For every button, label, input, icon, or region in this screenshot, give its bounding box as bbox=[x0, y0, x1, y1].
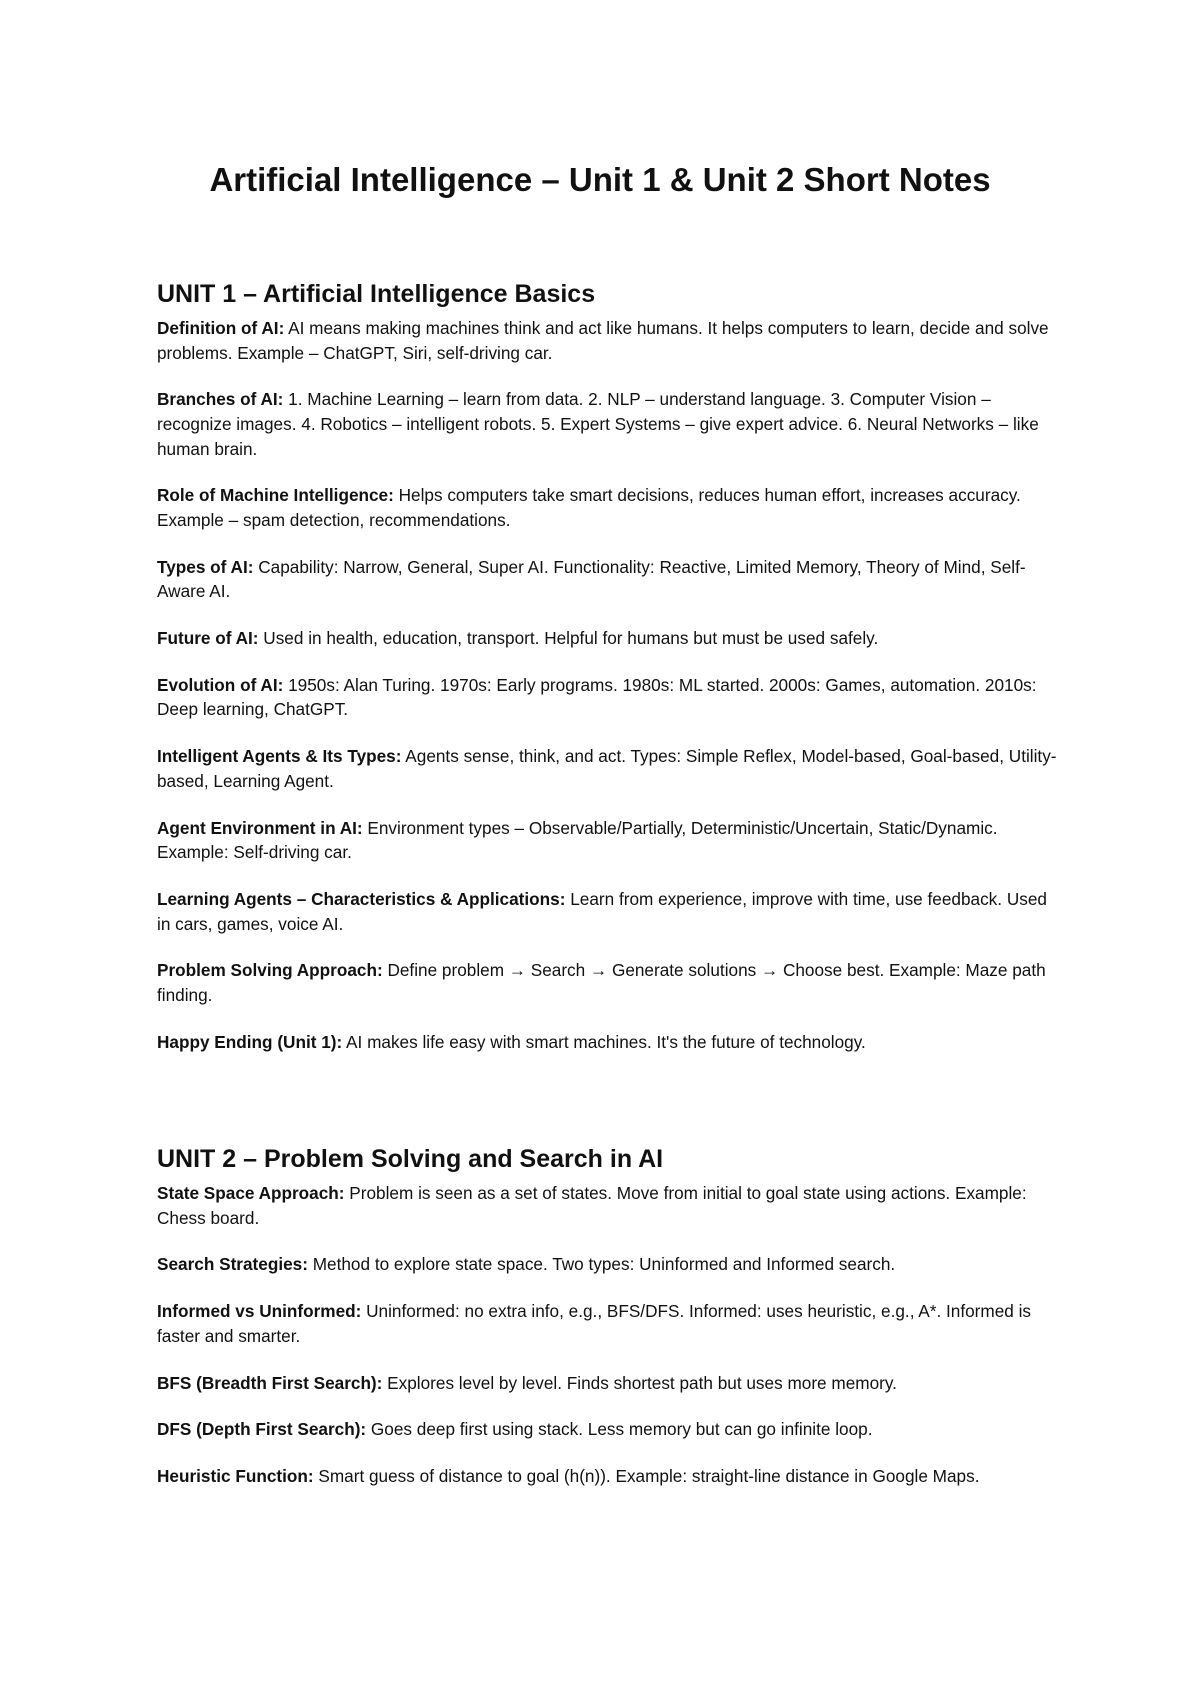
note-agent-environment bbox=[157, 816, 1057, 865]
note-text: 1950s: Alan Turing. 1970s: Early programs. 1980s: ML started. 2000s: Games, automation. 2010s: Deep learning, ChatGPT. bbox=[157, 674, 1037, 720]
note-text: Uninformed: no extra info, e.g., BFS/DFS. Informed: uses heuristic, e.g., A*. Informed is faster and smarter. bbox=[157, 1301, 1032, 1346]
note-text: Used in health, education, transport. Helpful for humans but must be used safely. bbox=[258, 628, 879, 649]
note-text: Agents sense, think, and act. Types: Simple Reflex, Model-based, Goal-based, Utility-based, Learning Agent. bbox=[157, 746, 1057, 791]
document-title: Artificial Intelligence – Unit 1 & Unit 2 Short Notes bbox=[209, 161, 991, 198]
note-text: Helps computers take smart decisions, reduces human effort, increases accuracy. Example – spam detection, recommendations. bbox=[157, 485, 1021, 530]
note-heuristic-function bbox=[157, 1464, 1057, 1489]
note-term: Informed vs Uninformed: bbox=[157, 1301, 362, 1322]
note-term: Heuristic Function: bbox=[157, 1466, 314, 1487]
note-term: Problem Solving Approach: bbox=[157, 960, 383, 981]
note-happy-ending bbox=[157, 1030, 1057, 1055]
note-learning-agents bbox=[157, 887, 1057, 936]
note-text: AI means making machines think and act like humans. It helps computers to learn, decide and solve problems. Example – ChatGPT, Siri, self-driving car. bbox=[157, 318, 1049, 363]
note-text: 1. Machine Learning – learn from data. 2. NLP – understand language. 3. Computer Vision – recognize images. 4. Robotics – intelligent robots. 5. Expert Systems – give expert advice. 6. Neural Networks – like human brain. bbox=[157, 389, 1039, 459]
note-text: Goes deep first using stack. Less memory but can go infinite loop. bbox=[366, 1419, 873, 1440]
note-text: Environment types – Observable/Partially, Deterministic/Uncertain, Static/Dynamic. Example: Self-driving car. bbox=[157, 817, 998, 863]
note-term: Evolution of AI: bbox=[157, 674, 284, 695]
note-text: Capability: Narrow, General, Super AI. Functionality: Reactive, Limited Memory, Theory of Mind, Self-Aware AI. bbox=[157, 556, 1026, 602]
note-problem-solving-approach bbox=[157, 958, 1057, 1007]
note-term: Intelligent Agents & Its Types: bbox=[157, 746, 402, 767]
note-evolution-of-ai bbox=[157, 673, 1057, 722]
note-term: Agent Environment in AI: bbox=[157, 817, 363, 838]
note-term: Search Strategies: bbox=[157, 1254, 308, 1275]
note-intelligent-agents bbox=[157, 744, 1057, 793]
note-text: Method to explore state space. Two types: Uninformed and Informed search. bbox=[307, 1254, 896, 1275]
note-term: Definition of AI: bbox=[157, 318, 285, 338]
unit-1-section bbox=[157, 278, 1057, 1077]
note-definition-of-ai bbox=[157, 316, 1057, 365]
note-term: Role of Machine Intelligence: bbox=[157, 485, 394, 506]
note-future-of-ai bbox=[157, 626, 1057, 651]
note-term: BFS (Breadth First Search): bbox=[157, 1372, 383, 1393]
note-term: Types of AI: bbox=[157, 556, 254, 577]
note-dfs bbox=[157, 1417, 1057, 1442]
note-text: AI makes life easy with smart machines. It's the future of technology. bbox=[342, 1031, 866, 1052]
unit-2-heading: UNIT 2 – Problem Solving and Search in AI bbox=[157, 1145, 664, 1173]
note-term: State Space Approach: bbox=[157, 1183, 345, 1203]
note-text: Problem is seen as a set of states. Move from initial to goal state using actions. Example: Chess board. bbox=[157, 1183, 1027, 1228]
note-term: Happy Ending (Unit 1): bbox=[157, 1031, 343, 1052]
note-text: Learn from experience, improve with time, use feedback. Used in cars, games, voice AI. bbox=[157, 889, 1047, 934]
note-types-of-ai bbox=[157, 555, 1057, 604]
note-term: DFS (Depth First Search): bbox=[157, 1419, 367, 1440]
note-term: Branches of AI: bbox=[157, 389, 284, 410]
note-role-of-machine-intelligence bbox=[157, 483, 1057, 532]
unit-2-section bbox=[157, 1143, 1057, 1511]
note-informed-vs-uninformed bbox=[157, 1299, 1057, 1348]
note-text: Smart guess of distance to goal (h(n)). Example: straight-line distance in Google Maps. bbox=[313, 1466, 980, 1487]
note-search-strategies bbox=[157, 1252, 1057, 1277]
note-branches-of-ai bbox=[157, 387, 1057, 461]
note-bfs bbox=[157, 1371, 1057, 1396]
note-term: Learning Agents – Characteristics & Applications: bbox=[157, 889, 566, 909]
unit-1-heading: UNIT 1 – Artificial Intelligence Basics bbox=[157, 280, 596, 308]
note-text: Define problem → Search → Generate solutions → Choose best. Example: Maze path finding. bbox=[157, 960, 1046, 1005]
note-text: Explores level by level. Finds shortest path but uses more memory. bbox=[382, 1372, 897, 1393]
note-term: Future of AI: bbox=[157, 628, 259, 649]
note-state-space-approach bbox=[157, 1181, 1057, 1230]
